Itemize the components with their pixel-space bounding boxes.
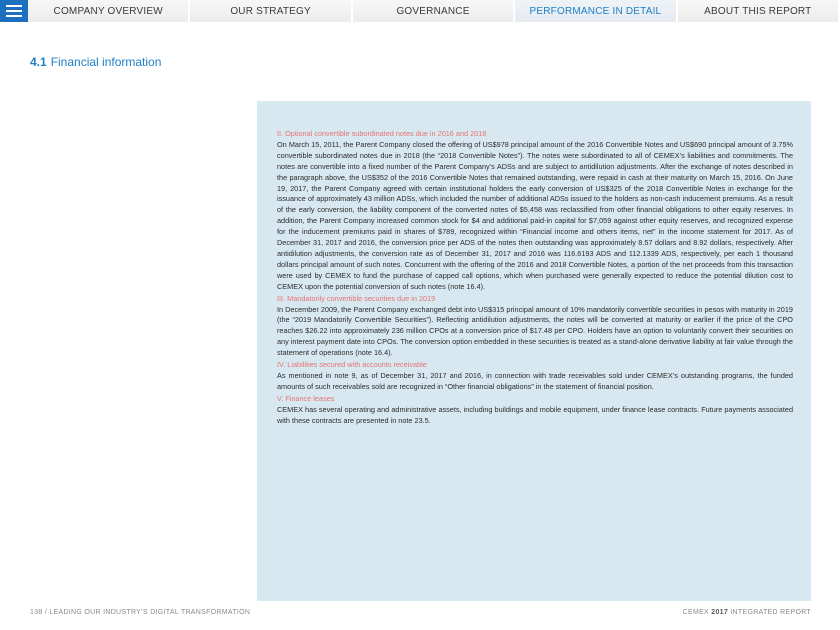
subsection-heading: II. Optional convertible subordinated notes due in 2016 and 2018 xyxy=(277,129,487,138)
footer-report-title xyxy=(683,609,811,616)
section-title xyxy=(30,55,161,69)
notes-content xyxy=(277,128,793,427)
hamburger-menu-icon[interactable] xyxy=(0,0,28,22)
tab-governance[interactable]: GOVERNANCE xyxy=(353,0,515,22)
footer-brand: CEMEX xyxy=(682,609,710,616)
tab-about-this-report[interactable]: ABOUT THIS REPORT xyxy=(678,0,840,22)
nav-tabs xyxy=(28,0,840,22)
subsection-heading: V. Finance leases xyxy=(277,393,335,403)
subsection-body: CEMEX has several operating and administrative assets, including buildings and mobile equipment, under finance lease contracts. Future payments associated with these contracts are presented in note 23.5. xyxy=(277,404,793,425)
footer-report-text: INTEGRATED REPORT xyxy=(730,609,811,616)
tab-our-strategy[interactable]: OUR STRATEGY xyxy=(190,0,352,22)
section-number: 4.1 xyxy=(30,55,47,69)
subsection-body: As mentioned in note 9, as of December 31, 2017 and 2016, in connection with trade receivables sold under CEMEX’s outstanding programs, the funded amounts of such receivables sold are recognized in “Other financial obligations” in the statement of financial position. xyxy=(277,370,793,391)
subsection-body: On March 15, 2011, the Parent Company closed the offering of US$978 principal amount of the 2016 Convertible Notes and US$690 principal amount of 3.75% convertible subordinated notes due in 2018 (the “2018 Convertible Notes”). The notes were subordinated to all of CEMEX’s liabilities and commitments. The notes are convertible into a fixed number of the Parent Company’s ADSs and are subject to antidilution adjustments. After the exchange of notes described in the paragraph above, the US$352 of the 2016 Convertible Notes that remained outstanding, were repaid in cash at their maturity on March 15, 2016. On June 19, 2017, the Parent Company agreed with certain institutional holders the early conversion of US$325 of the 2018 Convertible Notes in exchange for the issuance of approximately 43 million ADSs, which included the number of additional ADSs issued to the holders as non-cash inducement premiums. As a result of the early conversion, the liability component of the converted notes of $5,458 was reclassified from other financial obligations to other equity reserves. In addition, the Parent Company increased common stock for $4 and additional paid-in capital for $7,059 against other equity reserves, and recognized expense for the inducement premiums paid in shares of $789, recognized within “Financial income and others items, net” in the income statement for 2017. As of December 31, 2017 and 2016, the conversion price per ADS of the notes then outstanding was approximately 8.57 dollars and 8.92 dollars, respectively. After antidilution adjustments, the conversion rate as of December 31, 2017 and 2016 was 116.6193 ADS and 112.1339 ADS, respectively, per each 1 thousand dollars principal amount of such notes. Concurrent with the offering of the 2016 and 2018 Convertible Notes, a portion of the net proceeds from this transaction were used by CEMEX to fund the purchase of capped call options, which when purchased were generally expected to reduce the potential dilution cost to CEMEX upon the potential conversion of such notes (note 16.4). xyxy=(277,139,793,291)
subsection-heading: IV. Liabilities secured with accounts receivable xyxy=(277,360,427,370)
tab-company-overview[interactable]: COMPANY OVERVIEW xyxy=(28,0,190,22)
footer-year: 2017 xyxy=(711,609,729,616)
subsection-heading: III. Mandatorily convertible securities due in 2019 xyxy=(277,293,436,303)
section-title-text: Financial information xyxy=(50,55,162,69)
subsection-body: In December 2009, the Parent Company exchanged debt into US$315 principal amount of 10% mandatorily convertible securities in pesos with maturity in 2019 (the “2019 Mandatorily Convertible Securities”). Reflecting antidilution adjustments, the notes will be converted at maturity or earlier if the price of the CPO reaches $26.22 into approximately 236 million CPOs at a conversion price of $17.48 per CPO. Holders have an option to voluntarily convert their securities on any interest payment date into CPOs. The conversion option embedded in these securities is treated as a stand-alone derivative liability at fair value through the statement of operations (note 16.4). xyxy=(277,304,793,358)
top-navigation xyxy=(0,0,840,22)
footer-page-label: 138 / LEADING OUR INDUSTRY’S DIGITAL TRANSFORMATION xyxy=(30,609,251,616)
tab-performance-in-detail[interactable]: PERFORMANCE IN DETAIL xyxy=(515,0,677,22)
